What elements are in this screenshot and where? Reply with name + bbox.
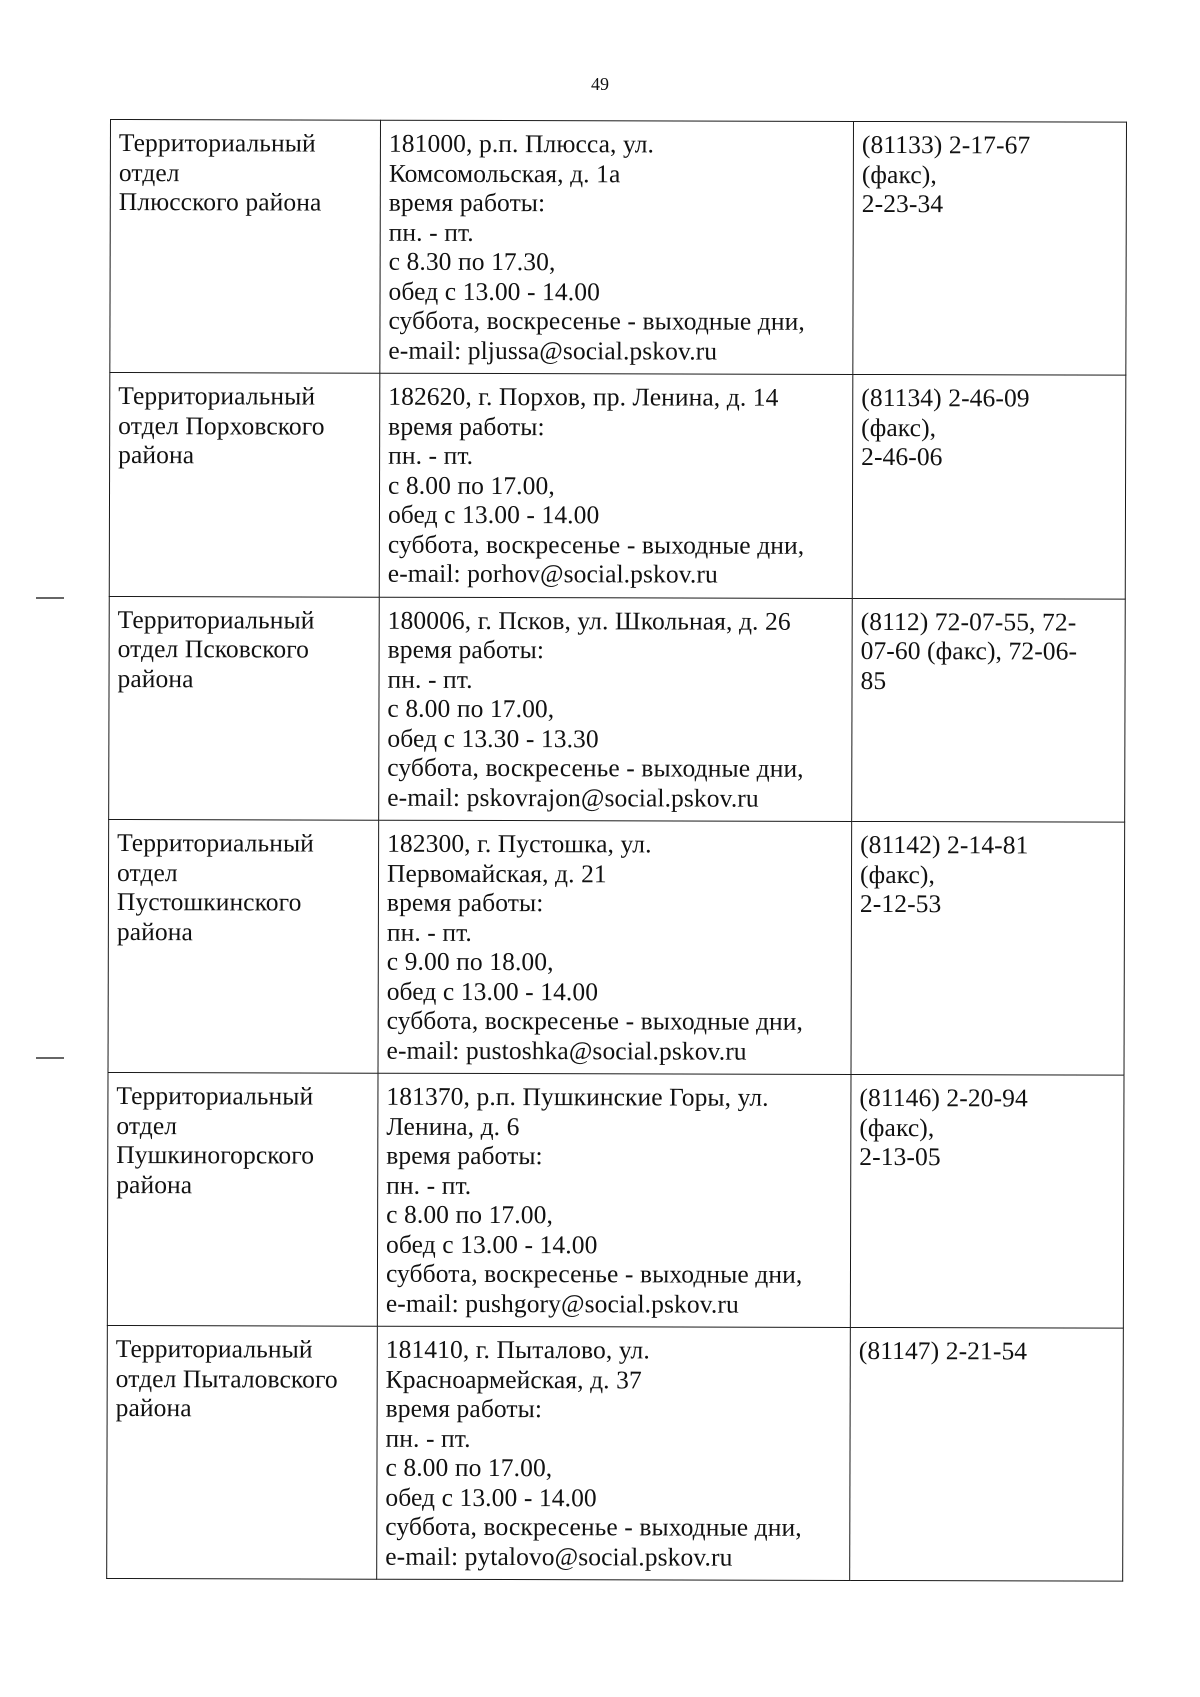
address-line: время работы: <box>385 1393 543 1424</box>
phone-cell <box>852 374 1126 598</box>
address-line: суббота, воскресенье - выходные дни, <box>385 1511 802 1542</box>
phone-line: (факс), <box>861 412 937 442</box>
department-line: Плюсского района <box>118 187 322 217</box>
phone-line: (81146) 2-20-94 <box>859 1082 1028 1113</box>
address-line: пн. - пт. <box>387 664 473 694</box>
address-cell <box>377 1073 851 1327</box>
address-cell <box>377 1326 851 1580</box>
address-line: время работы: <box>386 1140 543 1171</box>
department-cell <box>107 1072 378 1326</box>
phone-line: (факс), <box>859 1112 935 1142</box>
address-line: время работы: <box>388 411 545 441</box>
address-line: с 8.00 по 17.00, <box>386 1199 553 1230</box>
phone-line: (факс), <box>861 159 937 189</box>
address-line: пн. - пт. <box>388 440 474 470</box>
department-cell <box>108 819 379 1073</box>
table-row <box>108 819 1125 1075</box>
phone-line: (факс), <box>859 859 936 889</box>
address-line: e-mail: pushgory@social.pskov.ru <box>385 1288 739 1319</box>
department-line: отдел Псковского <box>117 634 310 664</box>
address-line: с 9.00 по 18.00, <box>386 946 554 977</box>
table-row <box>107 1325 1124 1581</box>
address-line: e-mail: pustoshka@social.pskov.ru <box>386 1035 747 1066</box>
phone-line: (81134) 2-46-09 <box>861 382 1030 413</box>
address-line: e-mail: pytalovo@social.pskov.ru <box>385 1541 733 1572</box>
table-row <box>107 1072 1124 1328</box>
phone-cell <box>853 121 1127 375</box>
address-line: пн. - пт. <box>388 217 474 247</box>
phone-line: 85 <box>860 665 887 695</box>
department-cell <box>110 120 381 374</box>
address-line: 182300, г. Пустошка, ул. <box>387 828 652 859</box>
scan-margin-mark <box>36 597 64 599</box>
address-line: время работы: <box>386 887 544 918</box>
address-line: Первомайская, д. 21 <box>386 858 607 888</box>
phone-line: (81142) 2-14-81 <box>860 829 1029 860</box>
phone-line: (8112) 72-07-55, 72- <box>860 606 1077 637</box>
department-line: Территориальный <box>117 828 315 858</box>
department-line: района <box>117 663 194 693</box>
address-cell <box>379 597 853 822</box>
department-line: района <box>116 916 193 946</box>
phone-line: 2-46-06 <box>861 441 943 472</box>
table-row <box>109 373 1126 599</box>
department-line: отдел Пыталовского <box>115 1363 338 1394</box>
table-row <box>110 120 1127 376</box>
address-line: 181410, г. Пыталово, ул. <box>385 1334 650 1365</box>
department-line: района <box>116 1169 193 1199</box>
address-cell <box>379 373 853 598</box>
phone-cell <box>850 1074 1124 1328</box>
department-line: района <box>115 1393 192 1423</box>
phone-line: (81147) 2-21-54 <box>858 1335 1028 1366</box>
address-line: обед с 13.00 - 14.00 <box>386 976 599 1006</box>
address-line: суббота, воскресенье - выходные дни, <box>386 1005 804 1036</box>
phone-line: 2-13-05 <box>859 1141 941 1172</box>
table-row <box>109 596 1126 822</box>
department-line: отдел <box>118 157 180 187</box>
department-line: Территориальный <box>117 604 315 635</box>
address-line: 181370, р.п. Пушкинские Горы, ул. <box>386 1081 769 1112</box>
address-line: Комсомольская, д. 1а <box>388 158 621 188</box>
department-line: Пустошкинского <box>116 887 302 917</box>
phone-line: 07-60 (факс), 72-06- <box>860 635 1078 666</box>
scan-margin-mark <box>36 1057 64 1059</box>
address-line: суббота, воскресенье - выходные дни, <box>387 752 804 783</box>
phone-cell <box>852 598 1126 822</box>
address-line: время работы: <box>388 187 546 218</box>
address-line: время работы: <box>387 634 545 665</box>
phone-cell <box>851 821 1125 1075</box>
address-line: с 8.00 по 17.00, <box>387 693 555 724</box>
department-line: отдел <box>116 1110 178 1140</box>
address-line: обед с 13.00 - 14.00 <box>385 1482 597 1512</box>
address-line: Ленина, д. 6 <box>386 1111 520 1141</box>
address-line: суббота, воскресенье - выходные дни, <box>385 1258 803 1289</box>
phone-cell <box>850 1327 1124 1581</box>
departments-table-body <box>107 120 1127 1582</box>
address-cell <box>380 120 854 374</box>
page-number: 49 <box>591 74 609 94</box>
address-line: суббота, воскресенье - выходные дни, <box>387 529 805 560</box>
phone-line: (81133) 2-17-67 <box>861 129 1031 160</box>
address-line: с 8.00 по 17.00, <box>388 470 555 500</box>
address-line: обед с 13.00 - 14.00 <box>388 276 600 306</box>
address-line: суббота, воскресенье - выходные дни, <box>388 305 805 336</box>
address-line: 182620, г. Порхов, пр. Ленина, д. 14 <box>388 381 779 412</box>
department-cell <box>109 373 380 597</box>
address-line: e-mail: porhov@social.pskov.ru <box>387 558 718 589</box>
address-line: e-mail: pljussa@social.pskov.ru <box>388 335 718 366</box>
phone-line: 2-23-34 <box>861 188 944 219</box>
department-cell <box>107 1325 378 1579</box>
address-line: пн. - пт. <box>386 1170 472 1200</box>
department-line: отдел <box>116 857 178 887</box>
address-line: с 8.30 по 17.30, <box>388 246 556 277</box>
address-line: пн. - пт. <box>386 917 472 947</box>
address-line: e-mail: pskovrajon@social.pskov.ru <box>387 782 759 813</box>
department-line: отдел Порховского <box>118 410 325 441</box>
department-line: Территориальный <box>116 1081 314 1111</box>
department-line: Территориальный <box>118 381 316 411</box>
phone-line: 2-12-53 <box>859 888 942 919</box>
department-line: Пушкиногорского <box>116 1140 315 1170</box>
department-cell <box>109 596 380 820</box>
address-line: обед с 13.00 - 14.00 <box>387 499 600 530</box>
department-line: Территориальный <box>118 128 316 158</box>
address-line: обед с 13.00 - 14.00 <box>386 1229 598 1259</box>
departments-table <box>106 119 1127 1582</box>
address-line: пн. - пт. <box>385 1423 471 1453</box>
address-line: 180006, г. Псков, ул. Школьная, д. 26 <box>387 605 791 636</box>
address-line: обед с 13.30 - 13.30 <box>387 723 599 753</box>
address-line: с 8.00 по 17.00, <box>385 1452 553 1483</box>
department-line: района <box>118 440 195 470</box>
address-line: Красноармейская, д. 37 <box>385 1364 642 1394</box>
department-line: Территориальный <box>115 1334 313 1364</box>
address-line: 181000, р.п. Плюсса, ул. <box>388 128 655 159</box>
address-cell <box>378 820 852 1074</box>
